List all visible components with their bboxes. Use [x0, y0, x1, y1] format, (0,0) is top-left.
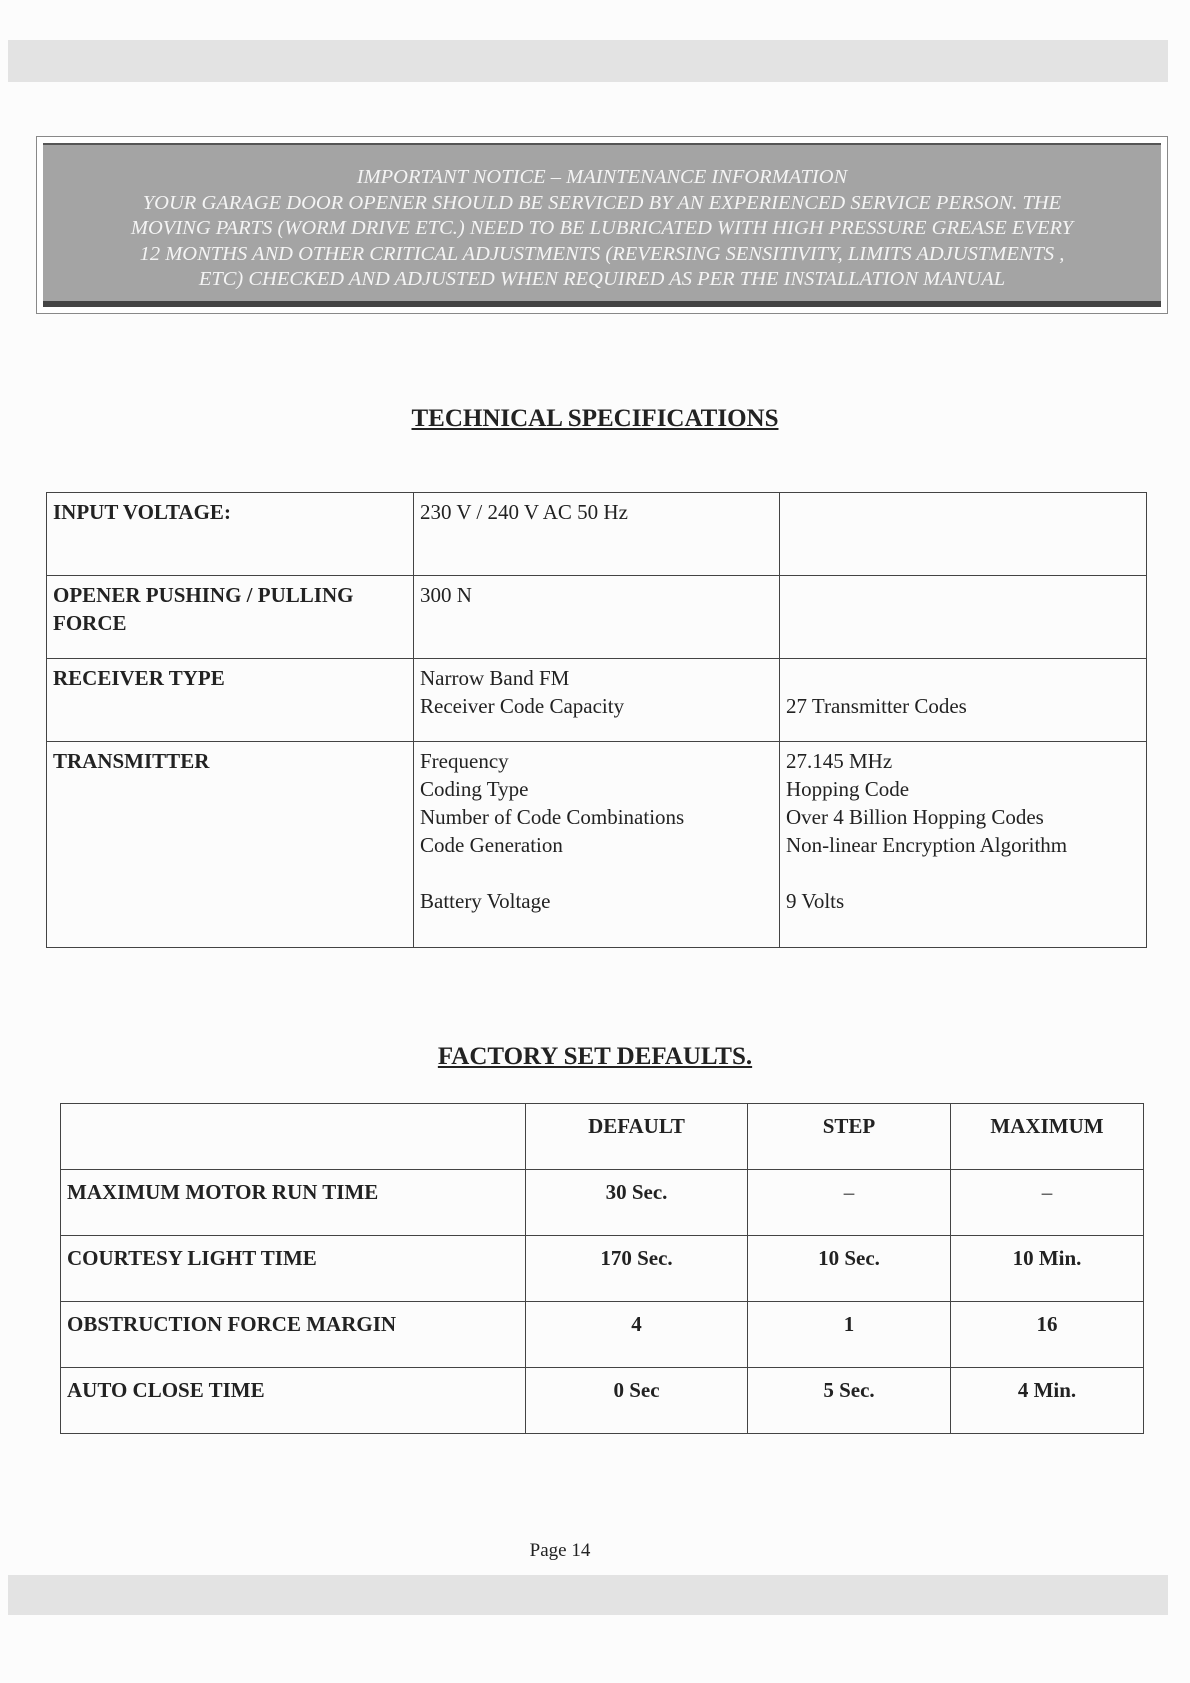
table-row: [61, 1368, 1144, 1434]
table-row: [61, 1302, 1144, 1368]
header-cell: STEP: [748, 1104, 951, 1170]
transmitter-params: [414, 742, 780, 948]
bottom-scan-band: [8, 1575, 1168, 1615]
row-label: MAXIMUM MOTOR RUN TIME: [61, 1170, 526, 1236]
cell: 1: [748, 1302, 951, 1368]
header-cell: [61, 1104, 526, 1170]
tech-specs-title: TECHNICAL SPECIFICATIONS: [411, 405, 779, 432]
spec-value: [414, 659, 780, 742]
cell: 30 Sec.: [526, 1170, 748, 1236]
param: Code Generation: [420, 833, 563, 857]
spec-extra: [780, 493, 1147, 576]
cell: 4: [526, 1302, 748, 1368]
spec-label: INPUT VOLTAGE:: [47, 493, 414, 576]
maintenance-notice-box: [36, 136, 1168, 314]
row-label: OBSTRUCTION FORCE MARGIN: [61, 1302, 526, 1368]
cell: 4 Min.: [951, 1368, 1144, 1434]
notice-line: YOUR GARAGE DOOR OPENER SHOULD BE SERVICED BY AN EXPERIENCED SERVICE PERSON. THE: [142, 191, 1062, 214]
param: Frequency: [420, 749, 509, 773]
table-row: [47, 576, 1147, 659]
spec-label: OPENER PUSHING / PULLING FORCE: [47, 576, 414, 659]
table-row: [47, 659, 1147, 742]
spec-extra-line: 27 Transmitter Codes: [786, 694, 967, 718]
notice-line: MOVING PARTS (WORM DRIVE ETC.) NEED TO BE LUBRICATED WITH HIGH PRESSURE GREASE EVERY: [130, 217, 1074, 239]
maintenance-notice: [43, 143, 1161, 307]
cell: 16: [951, 1302, 1144, 1368]
notice-line: IMPORTANT NOTICE – MAINTENANCE INFORMATION: [356, 166, 848, 188]
spec-value: 230 V / 240 V AC 50 Hz: [414, 493, 780, 576]
table-row: [61, 1170, 1144, 1236]
cell: –: [951, 1170, 1144, 1236]
value: Hopping Code: [786, 777, 910, 801]
cell: 0 Sec: [526, 1368, 748, 1434]
transmitter-values: [780, 742, 1147, 948]
spec-label: RECEIVER TYPE: [47, 659, 414, 742]
page-number: Page 14: [529, 1540, 591, 1561]
spec-value-line: Receiver Code Capacity: [420, 694, 625, 718]
header-cell: MAXIMUM: [951, 1104, 1144, 1170]
spec-extra: [780, 659, 1147, 742]
spec-value: 300 N: [414, 576, 780, 659]
value: 27.145 MHz: [786, 749, 893, 773]
row-label: AUTO CLOSE TIME: [61, 1368, 526, 1434]
spec-value-line: Narrow Band FM: [420, 666, 570, 690]
value: Non-linear Encryption Algorithm: [786, 833, 1068, 857]
value: Over 4 Billion Hopping Codes: [786, 805, 1044, 829]
header-cell: DEFAULT: [526, 1104, 748, 1170]
table-row: [61, 1236, 1144, 1302]
tech-specs-table: [46, 492, 1147, 948]
cell: 170 Sec.: [526, 1236, 748, 1302]
cell: 10 Sec.: [748, 1236, 951, 1302]
param: Number of Code Combinations: [420, 805, 685, 829]
table-header-row: [61, 1104, 1144, 1170]
cell: 5 Sec.: [748, 1368, 951, 1434]
factory-defaults-title: FACTORY SET DEFAULTS.: [437, 1043, 753, 1070]
cell: –: [748, 1170, 951, 1236]
table-row: [47, 493, 1147, 576]
factory-defaults-table: [60, 1103, 1144, 1434]
param: Battery Voltage: [420, 889, 551, 913]
cell: 10 Min.: [951, 1236, 1144, 1302]
param: Coding Type: [420, 777, 529, 801]
table-row: [47, 742, 1147, 948]
spec-extra: [780, 576, 1147, 659]
notice-line: 12 MONTHS AND OTHER CRITICAL ADJUSTMENTS (REVERSING SENSITIVITY, LIMITS ADJUSTMENTS ,: [139, 242, 1065, 265]
row-label: COURTESY LIGHT TIME: [61, 1236, 526, 1302]
top-scan-band: [8, 40, 1168, 82]
spec-label: TRANSMITTER: [47, 742, 414, 948]
value: 9 Volts: [786, 889, 845, 913]
notice-line: ETC) CHECKED AND ADJUSTED WHEN REQUIRED AS PER THE INSTALLATION MANUAL: [198, 268, 1006, 290]
